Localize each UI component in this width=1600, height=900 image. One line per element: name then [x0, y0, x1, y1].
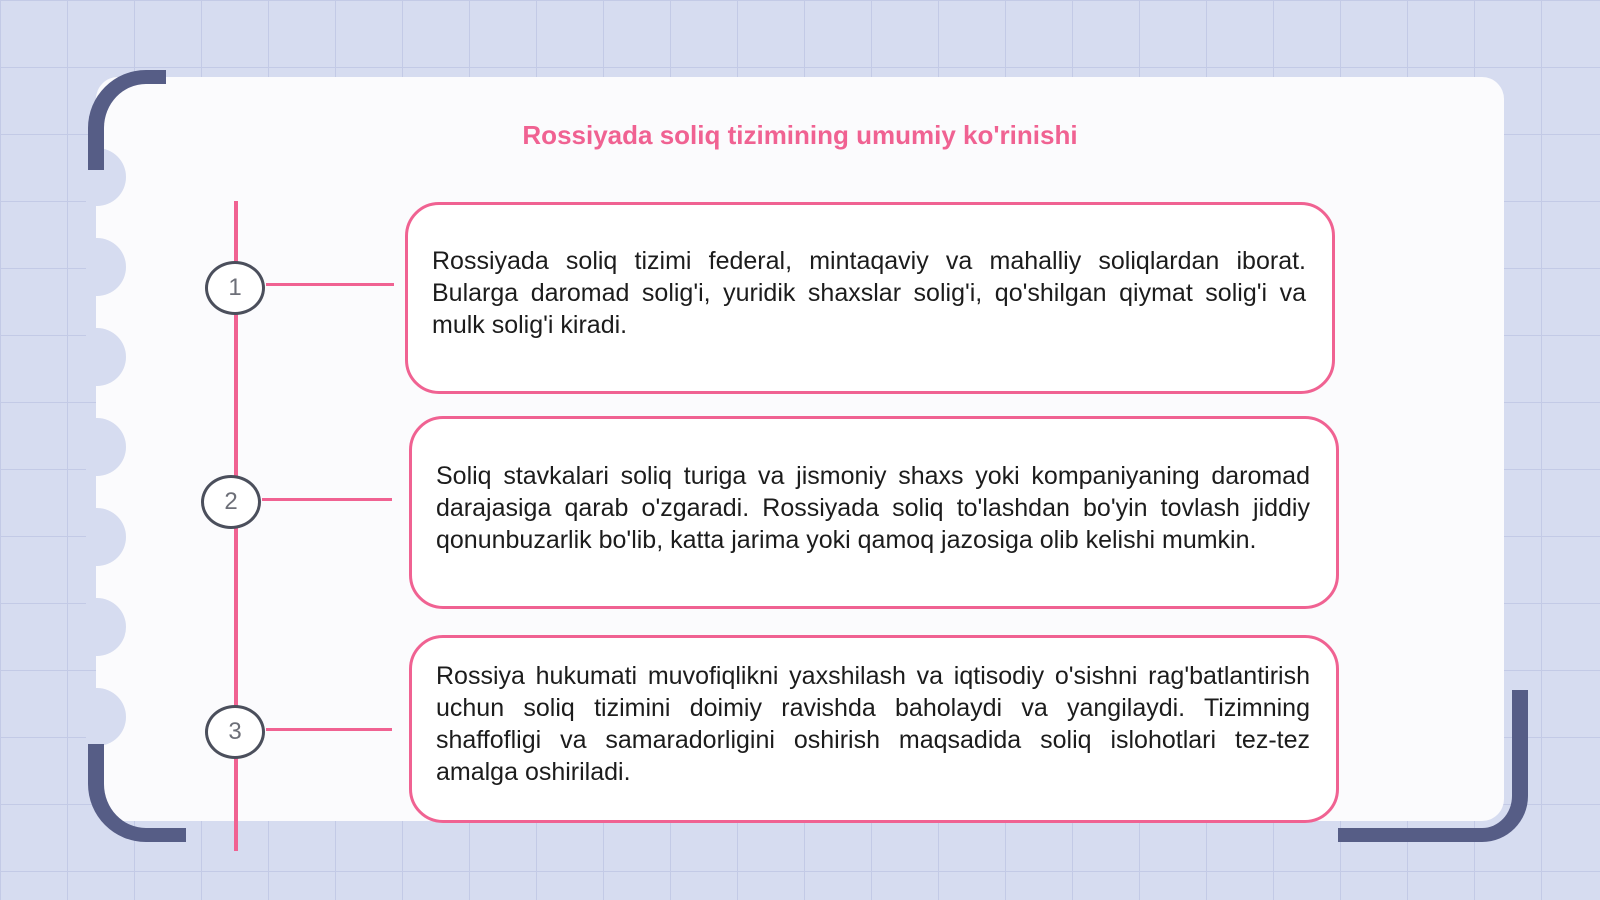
corner-bracket-bottom-right — [1338, 690, 1528, 842]
step-3-connector — [266, 728, 392, 731]
step-3-card — [409, 635, 1339, 823]
step-2-text: Soliq stavkalari soliq turiga va jismoniy shaxs yoki kompaniyaning daromad darajasiga qarab o'zgaradi. Rossiyada soliq to'lashdan bo'yin tovlash jiddiy qonunbuzarlik bo'lib, katta jarima yoki qamoq jazosiga olib kelishi mumkin. — [436, 461, 1310, 554]
step-3-number: 3 — [205, 705, 265, 759]
slide-title: Rossiyada soliq tizimining umumiy ko'rinishi — [522, 120, 1078, 150]
step-2-card — [409, 416, 1339, 609]
step-1-connector — [266, 283, 394, 286]
step-1-card — [405, 202, 1335, 394]
step-3-text: Rossiya hukumati muvofiqlikni yaxshilash va iqtisodiy o'sishni rag'batlantirish uchun soliq tizimini doimiy ravishda baholaydi va yangilaydi. Tizimning shaffofligi va samaradorligini oshirish maqsadida soliq islohotlari tez-tez amalga oshiriladi. — [436, 662, 1310, 786]
step-1-text: Rossiyada soliq tizimi federal, mintaqaviy va mahalliy soliqlardan iborat. Bularga daromad solig'i, yuridik shaxslar solig'i, qo'shilgan qiymat solig'i va mulk solig'i kiradi. — [432, 247, 1306, 339]
step-2-connector — [262, 498, 392, 501]
corner-bracket-bottom-left — [88, 744, 186, 842]
step-2-number: 2 — [201, 475, 261, 529]
step-1-number: 1 — [205, 261, 265, 315]
